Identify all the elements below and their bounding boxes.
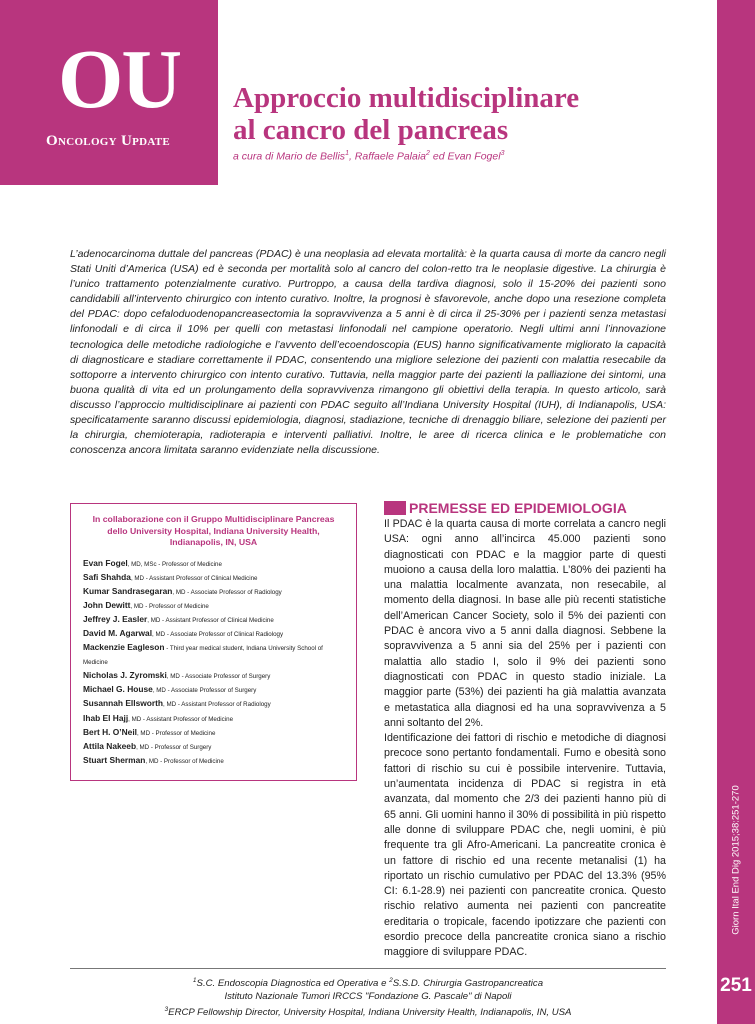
logo-letters: OU (58, 33, 180, 126)
section-heading (384, 500, 627, 516)
article-authors (233, 150, 504, 163)
member-entry (83, 740, 344, 754)
member-entry (83, 613, 344, 627)
abstract: L’adenocarcinoma duttale del pancreas (PDAC) è una neoplasia ad elevata mortalità: è la quarta causa di morte da cancro negli Stati Uniti d’America (USA) ed è seconda per mortalità solo al cancro del colon-retto tra le neoplasie digestive. La chirurgia è l’unico trattamento potenzialmente curativo. Purtroppo, a causa della tardiva diagnosi, solo il 15-20% dei pazienti sono candidabili all’intervento chirurgico con intento curativo. Inoltre, la prognosi è sfavorevole, anche dopo una resezione completa del PDAC: dopo cefaloduodenopancreasectomia la sopravvivenza a 5 anni è di circa il 25-30% per i pazienti senza metastasi linfonodali e di circa il 10% per quelli con metastasi linfonodali nel campione operatorio. Negli ultimi anni l’innovazione tecnologica delle metodiche radiologiche e l’avvento dell’ecoendoscopia (EUS) hanno significativamente migliorato la capacità di diagnosticare e stadiare correttamente il PDAC, consentendo una migliore selezione dei pazienti con malattia resecabile da sottoporre a intervento chirurgico con intento curativo. Tuttavia, nella maggior parte dei pazienti la palliazione dei sintomi, una buona qualità di vita ed un prolungamento della sopravvivenza rimangono gli obiettivi della terapia. In questo articolo, sarà discusso l’approccio multidisciplinare ai pazienti con PDAC seguito all’Indiana University Hospital (IUH), di Indianapolis, USA: specificatamente saranno discussi epidemiologia, diagnosi, stadiazione, tecniche di drenaggio biliare, selezione dei pazienti per la chirurgia, chemioterapia, radioterapia e interventi palliativi. Inoltre, le aree di ricerca clinica e le problematiche con conoscenza ancora limitata saranno evidenziate nella discussione. (70, 248, 666, 457)
member-name: David M. Agarwal (83, 627, 153, 638)
member-name: Michael G. House (83, 684, 153, 695)
member-name: Kumar Sandrasegaran (83, 585, 173, 596)
title-line-1: Approccio multidisciplinare (233, 82, 580, 114)
member-role: , MD - Assistant Professor of Clinical Medicine (130, 574, 258, 582)
authors-text-2: , Raffaele Palaia (348, 150, 427, 163)
member-role: , MD - Assistant Professor of Clinical Medicine (147, 616, 274, 624)
member-entry (83, 627, 344, 641)
member-name: Attila Nakeeb (83, 740, 137, 751)
member-role: , MD - Professor of Medicine (130, 602, 209, 610)
footnote-text: S.S.D. Chirurgia Gastropancreatica (392, 978, 544, 990)
member-entry (83, 669, 344, 683)
authors-text-3: ed Evan Fogel (429, 150, 501, 163)
member-role: , MD - Associate Professor of Radiology (172, 588, 282, 596)
member-role: , MD - Assistant Professor of Medicine (128, 715, 234, 723)
member-name: John Dewitt (83, 599, 131, 610)
member-role: , MD - Professor of Medicine (145, 757, 224, 765)
member-role: , MD - Professor of Medicine (136, 729, 216, 737)
footnote-text: ERCP Fellowship Director, University Hospital, Indiana University Health, Indianapolis, IN, USA (168, 1007, 572, 1019)
member-entry (83, 754, 344, 768)
member-entry (83, 571, 344, 585)
section-marker (384, 501, 406, 515)
footnote-line-3 (70, 1003, 666, 1019)
footnote-line-1 (70, 974, 666, 990)
member-entry (83, 599, 344, 613)
member-name: Jeffrey J. Easler (83, 613, 148, 624)
footnote-marker: 3 (164, 1006, 169, 1014)
right-sidebar (717, 0, 755, 1024)
section-title-text: PREMESSE ED EPIDEMIOLOGIA (409, 500, 627, 516)
author-affil-1: 1 (345, 150, 349, 157)
member-role: , MD - Associate Professor of Surgery (152, 687, 257, 695)
body-paragraph: Il PDAC è la quarta causa di morte correlata a cancro negli USA: ogni anno all’incirca 45.000 pazienti sono diagnosticati con PDAC e la maggior parte di questi muoiono a causa della loro malattia. L’80% dei pazienti ha una malattia localmente avanzata, non resecabile, al momento della diagnosi. In base alle più recenti statistiche dell’American Cancer Society, solo il 5% dei pazienti con PDAC è ancora vivo a 5 anni dalla diagnosi. Sebbene la sopravvivenza a 5 anni sia del 25% per i pazienti con malattia allo stadio I, solo il 9% dei pazienti sono diagnosticati con PDAC in questo stadio iniziale. La maggior parte (53%) dei pazienti ha già malattia avanzata e metastatica alla diagnosi ed ha una sopravvivenza a 5 anni soltanto del 2%. (384, 518, 666, 729)
member-role: , MD - Associate Professor of Surgery (166, 673, 271, 681)
member-entry (83, 712, 344, 726)
footnote-text: S.C. Endoscopia Diagnostica ed Operativa e (196, 978, 390, 990)
author-affil-3: 3 (500, 150, 505, 157)
journal-logo-box (0, 0, 218, 185)
footnote-line-2: Istituto Nazionale Tumori IRCCS "Fondazione G. Pascale" di Napoli (224, 991, 512, 1003)
article-title (233, 82, 713, 146)
member-entry (83, 697, 344, 711)
member-name: Evan Fogel (83, 557, 128, 568)
body-column (384, 517, 666, 961)
citation-text: Giorn Ital End Dig 2015;38:251-270 (730, 785, 742, 935)
member-name: Ihab El Hajj (83, 712, 129, 723)
member-name: Nicholas J. Zyromski (83, 670, 167, 681)
footnotes (70, 974, 666, 1019)
member-name: Susannah Ellsworth (83, 698, 164, 709)
footnote-marker: 2 (389, 977, 393, 984)
member-entry (83, 557, 344, 571)
member-entry (83, 726, 344, 740)
title-line-2: al cancro del pancreas (233, 114, 509, 146)
logo-subtitle: Oncology Update (46, 133, 171, 149)
member-name: Mackenzie Eagleson (83, 642, 165, 653)
member-entry (83, 683, 344, 697)
member-name: Stuart Sherman (83, 754, 146, 765)
member-role: - Third year medical student, Indiana University School of Medicine (83, 645, 323, 667)
footnote-marker: 1 (192, 977, 197, 984)
members-list (71, 557, 356, 768)
journal-citation (717, 760, 755, 960)
member-role: , MD, MSc - Professor of Medicine (127, 560, 222, 568)
member-role: , MD - Associate Professor of Clinical Radiology (152, 630, 284, 638)
footnote-divider (70, 968, 666, 969)
member-role: , MD - Assistant Professor of Radiology (163, 701, 271, 709)
page-number: 251 (720, 975, 752, 996)
author-affil-2: 2 (426, 150, 430, 157)
authors-text-1: a cura di Mario de Bellis (233, 150, 346, 163)
collaboration-box (70, 503, 357, 781)
collaboration-heading: In collaborazione con il Gruppo Multidisciplinare Pancreas dello University Hospital, Indiana University Health, Indianapolis, IN, USA (92, 514, 335, 547)
member-entry (83, 585, 344, 599)
member-name: Safi Shahda (83, 571, 131, 582)
member-entry (83, 641, 344, 669)
body-paragraph: Identificazione dei fattori di rischio e metodiche di diagnosi precoce sono pertanto fondamentali. Fumo e obesità sono fattori di rischio su cui è possibile intervenire. Tuttavia, un’aumentata incidenza di PDAC si registra in età avanzata, dal momento che 2/3 dei pazienti hanno più di 65 anni. Gli uomini hanno il 30% di possibilità in più rispetto alle donne di sviluppare PDAC che, negli uomini, è più frequente tra gli Afro-Americani. La pancreatite cronica è un fattore di rischio ed una recente metanalisi (1) ha riportato un rischio cumulativo per PDAC del 13.3% (95% CI: 6.1-28.9) nei pazienti con pancreatite cronica. Questo rischio relativo aumenta nei pazienti con pancreatite ereditaria o tropicale, facendo ipotizzare che pazienti con esordio precoce della pancreatite cronica siano a rischio maggiore di sviluppare PDAC. (384, 732, 666, 959)
member-role: , MD - Professor of Surgery (136, 743, 212, 751)
member-name: Bert H. O’Neil (83, 726, 137, 737)
